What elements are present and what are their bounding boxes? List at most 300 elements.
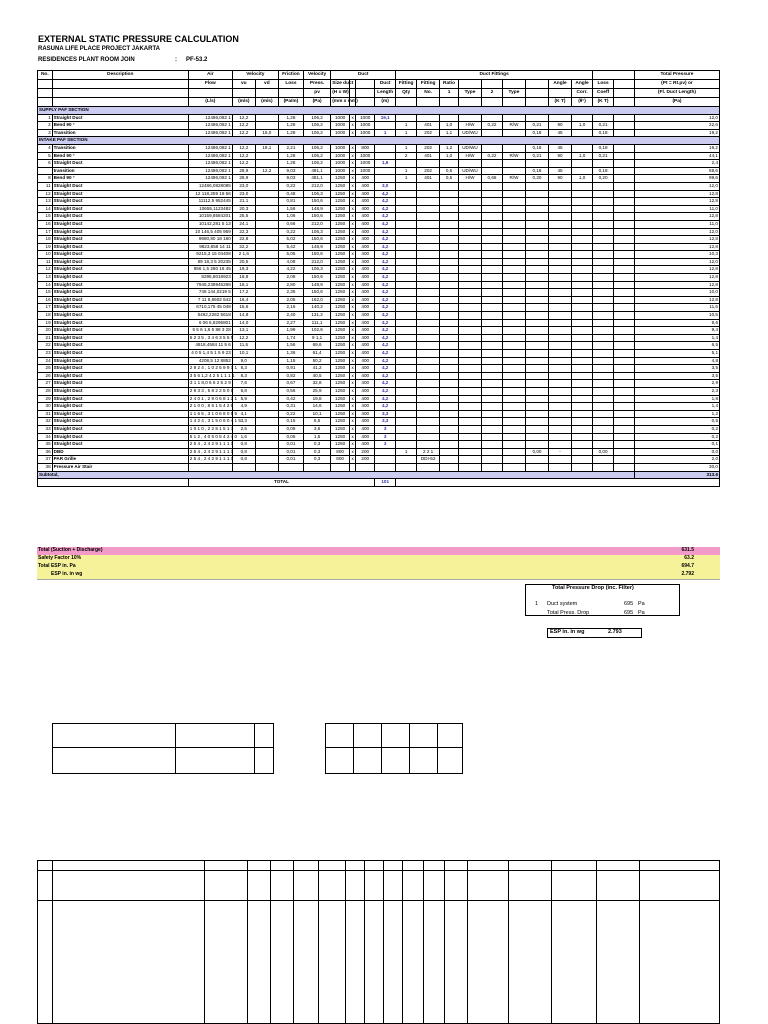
air-flow: 12486,082 1 [188, 175, 232, 183]
duct-length: 4,2 [375, 274, 396, 282]
fitting-qty: 1 [396, 129, 417, 137]
total-pressure: 12,0 [634, 182, 719, 190]
velocity-vu: 18,8 [232, 274, 255, 282]
fitting-no: DDI-52 [417, 456, 440, 464]
air-flow: 10 146,5 405 959 [188, 228, 232, 236]
duct-length: 4,2 [375, 220, 396, 228]
friction-loss: 0,82 [278, 372, 303, 380]
pressure-calculation-table [37, 70, 720, 487]
fitting-qty [396, 319, 417, 327]
row-number: 18 [38, 236, 53, 244]
air-flow: 6 06 6,8295801 [188, 319, 232, 327]
duct-width: 400 [356, 433, 375, 441]
duct-x: x [350, 448, 356, 456]
velocity-vu: 2 1,6 [232, 251, 255, 259]
fitting-no [417, 312, 440, 320]
row-description: Bend 90 ° [52, 175, 188, 183]
row-number: 2 [38, 122, 53, 130]
fitting-no [417, 410, 440, 418]
duct-width: 400 [356, 380, 375, 388]
duct-length: 4,2 [375, 198, 396, 206]
row-description: Straight Duct [52, 433, 188, 441]
velocity-pressure: 150,6 [303, 251, 330, 259]
fitting-no [417, 342, 440, 350]
fitting-qty: 1 [396, 144, 417, 152]
velocity-vu: 11,5 [232, 342, 255, 350]
header-cell [614, 80, 635, 89]
row-description: Straight Duct [52, 182, 188, 190]
friction-loss: 9,03 [278, 175, 303, 183]
ratio-1 [440, 395, 459, 403]
fitting-no [417, 281, 440, 289]
friction-loss [278, 463, 303, 471]
velocity-vd [255, 243, 278, 251]
duct-width: 400 [356, 175, 375, 183]
row-description: Straight Duct [52, 357, 188, 365]
duct-width: 1000 [356, 167, 375, 175]
total-pressure: 12,8 [634, 274, 719, 282]
velocity-vu: 9,0 [232, 357, 255, 365]
k-t [525, 387, 548, 395]
table-row [38, 160, 720, 168]
angle [549, 372, 572, 380]
row-number: 15 [38, 289, 53, 297]
duct-width: 400 [356, 182, 375, 190]
header-cell: Duct [375, 80, 396, 89]
ratio-2 [482, 129, 503, 137]
item-number: 1 [535, 601, 539, 607]
table-cell [614, 425, 635, 433]
ratio-1: 1,1 [440, 129, 459, 137]
type-1 [458, 304, 481, 312]
header-row [38, 80, 720, 89]
type-1 [458, 213, 481, 221]
friction-loss: 2,05 [278, 296, 303, 304]
duct-length: 4,2 [375, 312, 396, 320]
table-cell [614, 327, 635, 335]
ratio-1 [440, 463, 459, 471]
air-flow: 12486,082 1 [188, 160, 232, 168]
fitting-qty [396, 334, 417, 342]
table-row [38, 220, 720, 228]
header-cell: Angle [572, 80, 593, 89]
header-cell: (Pt = Rt.pv) or [634, 80, 719, 89]
table-row [38, 258, 720, 266]
k-t [525, 281, 548, 289]
header-cell: Qty [396, 89, 417, 98]
duct-x: x [350, 243, 356, 251]
loss-coeff [593, 425, 614, 433]
header-cell: Air [188, 71, 232, 80]
fitting-qty [396, 304, 417, 312]
row-description: transition [52, 167, 188, 175]
type-2 [502, 205, 525, 213]
duct-height: 1250 [331, 266, 350, 274]
ratio-1 [440, 243, 459, 251]
duct-width: 400 [356, 281, 375, 289]
duct-height: 1250 [331, 274, 350, 282]
duct-x: x [350, 312, 356, 320]
velocity-vd [255, 114, 278, 122]
duct-width: 400 [356, 425, 375, 433]
loss-coeff [593, 205, 614, 213]
type-2 [502, 403, 525, 411]
header-cell: Duct [331, 71, 396, 80]
k-t [525, 312, 548, 320]
table-row [38, 372, 720, 380]
row-number: 15 [38, 213, 53, 221]
velocity-pressure: 106,3 [303, 228, 330, 236]
angle: 45 [549, 167, 572, 175]
type-1 [458, 243, 481, 251]
table-cell [614, 380, 635, 388]
type-2 [502, 114, 525, 122]
friction-loss: 1,28 [278, 122, 303, 130]
row-description: Transition [52, 129, 188, 137]
table-row [38, 350, 720, 358]
duct-height: 1250 [331, 334, 350, 342]
total-pressure: 1,4 [634, 403, 719, 411]
duct-x: x [350, 144, 356, 152]
fitting-no [417, 372, 440, 380]
fitting-qty [396, 395, 417, 403]
header-cell [356, 98, 375, 107]
table-cell [614, 410, 635, 418]
loss-coeff [593, 213, 614, 221]
friction-loss: 1,36 [278, 350, 303, 358]
header-cell: No. [417, 89, 440, 98]
ratio-2 [482, 266, 503, 274]
duct-length: 4,2 [375, 387, 396, 395]
fitting-qty [396, 274, 417, 282]
ratio-1 [440, 342, 459, 350]
k-t [525, 160, 548, 168]
header-cell: 1 [440, 89, 459, 98]
type-2 [502, 380, 525, 388]
row-number: 30 [38, 403, 53, 411]
table-row [38, 441, 720, 449]
ratio-2 [482, 463, 503, 471]
angle-corr [572, 190, 593, 198]
k-t [525, 236, 548, 244]
friction-loss: 5,02 [278, 236, 303, 244]
k-t [525, 213, 548, 221]
loss-coeff [593, 236, 614, 244]
fitting-no [417, 190, 440, 198]
duct-height: 1000 [331, 144, 350, 152]
project-name: RASUNA LIFE PLACE PROJECT JAKARTA [38, 46, 161, 52]
header-cell [278, 89, 303, 98]
duct-x: x [350, 304, 356, 312]
duct-length [375, 456, 396, 464]
table-cell [614, 243, 635, 251]
velocity-vu: 23,0 [232, 190, 255, 198]
total-pressure: 4,8 [634, 357, 719, 365]
row-number: 16 [38, 220, 53, 228]
loss-coeff [593, 433, 614, 441]
velocity-vd [255, 365, 278, 373]
air-flow: 89 18,3 5 20235 [188, 258, 232, 266]
header-cell: (K T) [549, 98, 572, 107]
fitting-qty [396, 372, 417, 380]
angle: 45 [549, 144, 572, 152]
total-pressure: 3,5 [634, 365, 719, 373]
ratio-1 [440, 372, 459, 380]
ratio-1 [440, 387, 459, 395]
angle-corr [572, 182, 593, 190]
angle [549, 274, 572, 282]
fitting-no: 401 [417, 152, 440, 160]
table-row [38, 463, 720, 471]
table-cell [614, 258, 635, 266]
air-flow: 6482,2282 5618 [188, 312, 232, 320]
type-2 [502, 220, 525, 228]
duct-height: 1250 [331, 236, 350, 244]
k-t [525, 205, 548, 213]
header-cell [356, 80, 375, 89]
header-cell [614, 89, 635, 98]
k-t [525, 243, 548, 251]
angle-corr [572, 205, 593, 213]
fitting-qty [396, 114, 417, 122]
ratio-2 [482, 274, 503, 282]
fitting-qty [396, 198, 417, 206]
loss-coeff [593, 418, 614, 426]
velocity-vd [255, 160, 278, 168]
esp-pa-label: Total ESP in. Pa [38, 563, 76, 569]
duct-x: x [350, 350, 356, 358]
loss-coeff: 0,21 [593, 122, 614, 130]
type-1: UD/WU [458, 167, 481, 175]
velocity-vd [255, 304, 278, 312]
header-cell: (L/s) [188, 98, 232, 107]
angle [549, 182, 572, 190]
ratio-2 [482, 243, 503, 251]
velocity-vu: 0,8 [232, 456, 255, 464]
fitting-no: 202 [417, 144, 440, 152]
duct-width [356, 463, 375, 471]
total-pressure: 2,0 [634, 456, 719, 464]
header-cell: vd [255, 80, 278, 89]
type-1 [458, 274, 481, 282]
row-description: Transition [52, 144, 188, 152]
velocity-pressure: 69,6 [303, 342, 330, 350]
air-flow: 12486,082 1 [188, 167, 232, 175]
air-flow: 5 1 2 , 4 0 5 0 5 4 2 4 0 [188, 433, 232, 441]
table-cell [614, 251, 635, 259]
duct-height: 1250 [331, 350, 350, 358]
table-cell [614, 281, 635, 289]
duct-height: 1250 [331, 258, 350, 266]
angle [549, 258, 572, 266]
ratio-2 [482, 372, 503, 380]
velocity-pressure: 131,2 [303, 312, 330, 320]
k-t [525, 258, 548, 266]
velocity-vd [255, 152, 278, 160]
velocity-pressure: 481,1 [303, 175, 330, 183]
table-cell [614, 122, 635, 130]
ratio-2 [482, 198, 503, 206]
ratio-2 [482, 114, 503, 122]
fitting-no [417, 403, 440, 411]
air-flow: 2 4 0 1 , 2 9 0 6 8 1 2 1 [188, 395, 232, 403]
row-number: 26 [38, 372, 53, 380]
velocity-vu: 3,3 [232, 418, 255, 426]
header-cell [188, 89, 232, 98]
velocity-vu: 22,8 [232, 236, 255, 244]
type-2 [502, 198, 525, 206]
ratio-2 [482, 228, 503, 236]
type-2 [502, 213, 525, 221]
ratio-1 [440, 220, 459, 228]
k-t [525, 395, 548, 403]
loss-coeff [593, 220, 614, 228]
duct-x: x [350, 274, 356, 282]
type-2 [502, 365, 525, 373]
air-flow: 1 4 2 4 , 3 1 5 0 6 0 4 1 5 [188, 418, 232, 426]
row-number: 22 [38, 342, 53, 350]
k-t: 0,18 [525, 167, 548, 175]
table-row [38, 380, 720, 388]
ratio-2: 0,22 [482, 152, 503, 160]
duct-x: x [350, 122, 356, 130]
duct-x: x [350, 251, 356, 259]
velocity-vd [255, 372, 278, 380]
angle [549, 342, 572, 350]
duct-x: x [350, 296, 356, 304]
velocity-vu: 2,5 [232, 425, 255, 433]
table-cell [614, 296, 635, 304]
air-flow: 2 5 4 , 2 4 2 9 1 1 1 1 [188, 456, 232, 464]
duct-height [331, 463, 350, 471]
angle [549, 350, 572, 358]
header-cell [458, 98, 481, 107]
total-pressure: 9,4 [634, 327, 719, 335]
velocity-vu: 0,8 [232, 441, 255, 449]
row-number: 23 [38, 350, 53, 358]
header-cell: (Pa) [634, 98, 719, 107]
k-t [525, 198, 548, 206]
k-t [525, 228, 548, 236]
fitting-no [417, 236, 440, 244]
type-2 [502, 342, 525, 350]
total-pressure: 30,0 [634, 463, 719, 471]
angle-corr [572, 365, 593, 373]
angle [549, 228, 572, 236]
angle [549, 289, 572, 297]
duct-width: 200 [356, 448, 375, 456]
air-flow: 4208,5 12 8852 [188, 357, 232, 365]
table-cell [614, 114, 635, 122]
table-row [38, 228, 720, 236]
row-description: Straight Duct [52, 365, 188, 373]
velocity-vd [255, 395, 278, 403]
ratio-1 [440, 289, 459, 297]
angle-corr [572, 160, 593, 168]
velocity-vd [255, 274, 278, 282]
k-t [525, 334, 548, 342]
row-description: Straight Duct [52, 319, 188, 327]
row-number: 21 [38, 334, 53, 342]
total-pressure: 12,8 [634, 213, 719, 221]
duct-height: 1250 [331, 213, 350, 221]
total-pressure: 12,8 [634, 296, 719, 304]
type-1 [458, 114, 481, 122]
total-pressure: 0,0 [634, 448, 719, 456]
loss-coeff [593, 319, 614, 327]
velocity-vd [255, 456, 278, 464]
velocity-vd [255, 251, 278, 259]
velocity-pressure: 162,0 [303, 296, 330, 304]
type-1 [458, 456, 481, 464]
duct-width: 1000 [356, 122, 375, 130]
velocity-pressure: 9 1,1 [303, 334, 330, 342]
ratio-1 [440, 418, 459, 426]
total-pressure: 2,3 [634, 387, 719, 395]
duct-height: 1250 [331, 418, 350, 426]
header-cell: Velocity [303, 71, 330, 80]
type-2 [502, 274, 525, 282]
header-cell: No. [38, 71, 53, 80]
duct-x: x [350, 152, 356, 160]
table-cell [614, 205, 635, 213]
total-pressure: 99,6 [634, 175, 719, 183]
duct-x: x [350, 175, 356, 183]
header-cell [396, 98, 417, 107]
header-cell: (K T) [593, 98, 614, 107]
fitting-qty [396, 205, 417, 213]
velocity-pressure: 150,6 [303, 289, 330, 297]
duct-width: 1000 [356, 114, 375, 122]
duct-length: 3 [375, 433, 396, 441]
total-pressure: 12,0 [634, 258, 719, 266]
duct-width: 400 [356, 350, 375, 358]
type-1: H/W [458, 122, 481, 130]
header-cell [525, 80, 548, 89]
air-flow: 748 144,0219 5 [188, 289, 232, 297]
angle [549, 387, 572, 395]
table-cell [614, 418, 635, 426]
velocity-vd [255, 190, 278, 198]
row-number: 11 [38, 258, 53, 266]
angle-corr [572, 198, 593, 206]
row-number: 3 [38, 129, 53, 137]
velocity-vd [255, 433, 278, 441]
duct-length: 4,2 [375, 327, 396, 335]
total-pressure: 12,8 [634, 198, 719, 206]
velocity-vd [255, 350, 278, 358]
ratio-2: 0,66 [482, 175, 503, 183]
table-cell [614, 365, 635, 373]
velocity-vu: 25,5 [232, 213, 255, 221]
ratio-1 [440, 350, 459, 358]
duct-height: 1250 [331, 182, 350, 190]
fitting-qty [396, 281, 417, 289]
header-cell: Press. [303, 80, 330, 89]
angle [549, 312, 572, 320]
duct-system-value: 695 [624, 601, 634, 607]
total-press-drop-label: Total Press. Drop [547, 610, 590, 616]
fitting-no [417, 160, 440, 168]
ratio-2 [482, 258, 503, 266]
velocity-vd [255, 357, 278, 365]
fitting-qty [396, 342, 417, 350]
fitting-no [417, 327, 440, 335]
row-number: 32 [38, 418, 53, 426]
table-row [38, 122, 720, 130]
type-1 [458, 365, 481, 373]
table-row [38, 433, 720, 441]
